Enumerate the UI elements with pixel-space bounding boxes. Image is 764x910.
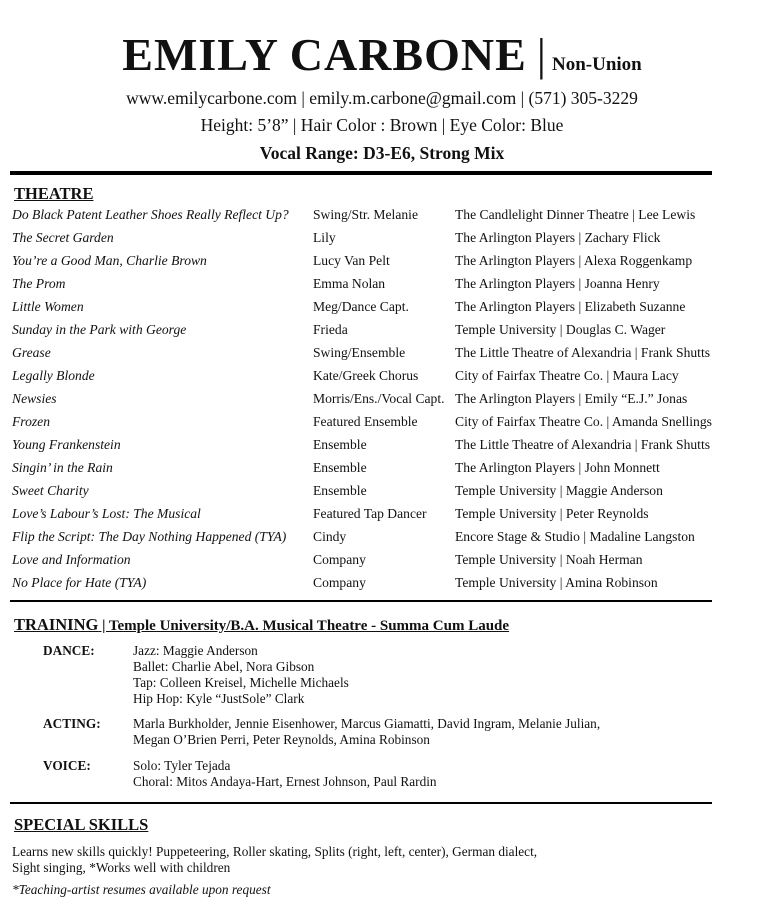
voice-line: Solo: Tyler Tejada [133, 758, 231, 773]
credit-row [12, 460, 732, 483]
credit-show: Young Frankenstein [12, 437, 121, 452]
credit-show: Flip the Script: The Day Nothing Happened (TYA) [12, 529, 287, 544]
dance-label: DANCE: [43, 643, 95, 658]
acting-line: Megan O’Brien Perri, Peter Reynolds, Amina Robinson [133, 732, 430, 747]
performer-name: EMILY CARBONE [122, 29, 527, 80]
credit-show: Love’s Labour’s Lost: The Musical [12, 506, 201, 521]
credit-role: Cindy [313, 529, 347, 544]
teaching-artist-note: *Teaching-artist resumes available upon request [12, 882, 271, 897]
credit-company: Temple University | Peter Reynolds [455, 506, 649, 521]
credit-row [12, 414, 732, 437]
credit-row [12, 483, 732, 506]
credit-role: Meg/Dance Capt. [313, 299, 409, 314]
acting-teachers [133, 716, 600, 748]
credit-company: City of Fairfax Theatre Co. | Maura Lacy [455, 368, 679, 383]
acting-label: ACTING: [43, 716, 101, 731]
training-school: | Temple University/B.A. Musical Theatre - Summa Cum Laude [98, 618, 510, 634]
credit-row [12, 575, 732, 598]
dance-line: Tap: Colleen Kreisel, Michelle Michaels [133, 675, 349, 690]
credit-company: The Arlington Players | Emily “E.J.” Jonas [455, 391, 688, 406]
credit-row [12, 529, 732, 552]
voice-teachers [133, 758, 437, 790]
credit-company: Temple University | Maggie Anderson [455, 483, 663, 498]
credit-row [12, 207, 732, 230]
credit-company: Temple University | Noah Herman [455, 552, 643, 567]
credit-show: Little Women [12, 299, 84, 314]
credit-role: Swing/Ensemble [313, 345, 406, 360]
credit-company: Temple University | Amina Robinson [455, 575, 658, 590]
credit-company: The Little Theatre of Alexandria | Frank Shutts [455, 437, 711, 452]
resume-header [0, 28, 764, 81]
credit-show: Newsies [12, 391, 57, 406]
credit-company: The Arlington Players | Alexa Roggenkamp [455, 253, 693, 268]
training-divider [10, 802, 712, 804]
credit-role: Ensemble [313, 437, 367, 452]
credit-company: Temple University | Douglas C. Wager [455, 322, 666, 337]
credit-company: The Arlington Players | John Monnett [455, 460, 660, 475]
vocal-range: Vocal Range: D3-E6, Strong Mix [259, 143, 505, 163]
theatre-divider [10, 600, 712, 602]
credit-role: Company [313, 552, 366, 567]
credit-role: Featured Ensemble [313, 414, 418, 429]
credit-show: The Prom [12, 276, 66, 291]
credit-row [12, 345, 732, 368]
credit-show: Singin’ in the Rain [12, 460, 113, 475]
credit-show: Sweet Charity [12, 483, 89, 498]
credit-row [12, 391, 732, 414]
credit-row [12, 230, 732, 253]
credit-row [12, 506, 732, 529]
voice-label: VOICE: [43, 758, 91, 773]
credit-row [12, 552, 732, 575]
contact-info: www.emilycarbone.com | emily.m.carbone@gmail.com | (571) 305-3229 [126, 88, 638, 108]
credit-role: Lily [313, 230, 336, 245]
dance-line: Ballet: Charlie Abel, Nora Gibson [133, 659, 315, 674]
credit-company: The Candlelight Dinner Theatre | Lee Lewis [455, 207, 696, 222]
credit-row [12, 276, 732, 299]
credit-show: Love and Information [12, 552, 131, 567]
physical-stats: Height: 5’8” | Hair Color : Brown | Eye Color: Blue [200, 115, 564, 135]
credit-role: Company [313, 575, 366, 590]
credit-row [12, 253, 732, 276]
credit-row [12, 322, 732, 345]
credit-show: The Secret Garden [12, 230, 114, 245]
dance-teachers [133, 643, 349, 707]
credit-show: Frozen [12, 414, 51, 429]
skills-line: Sight singing, *Works well with children [12, 860, 231, 875]
credit-role: Featured Tap Dancer [313, 506, 427, 521]
special-skills-heading: SPECIAL SKILLS [14, 815, 149, 834]
credit-role: Ensemble [313, 460, 367, 475]
credit-show: Do Black Patent Leather Shoes Really Reflect Up? [12, 207, 289, 222]
credit-show: No Place for Hate (TYA) [12, 575, 147, 590]
credit-row [12, 299, 732, 322]
credit-role: Swing/Str. Melanie [313, 207, 418, 222]
header-divider [10, 171, 712, 175]
credit-company: The Arlington Players | Joanna Henry [455, 276, 660, 291]
credit-row [12, 437, 732, 460]
acting-line: Marla Burkholder, Jennie Eisenhower, Marcus Giamatti, David Ingram, Melanie Julian, [133, 716, 601, 731]
training-heading [14, 615, 509, 635]
credit-show: Legally Blonde [12, 368, 95, 383]
credit-role: Emma Nolan [313, 276, 386, 291]
skills-line: Learns new skills quickly! Puppeteering, Roller skating, Splits (right, left, center), German dialect, [12, 844, 538, 859]
union-status: Non-Union [551, 54, 642, 75]
credit-show: You’re a Good Man, Charlie Brown [12, 253, 207, 268]
credit-row [12, 368, 732, 391]
credit-role: Frieda [313, 322, 348, 337]
credit-role: Kate/Greek Chorus [313, 368, 419, 383]
credit-role: Lucy Van Pelt [313, 253, 390, 268]
credit-role: Ensemble [313, 483, 367, 498]
voice-line: Choral: Mitos Andaya-Hart, Ernest Johnson, Paul Rardin [133, 774, 437, 789]
credit-role: Morris/Ens./Vocal Capt. [313, 391, 445, 406]
credit-company: The Arlington Players | Zachary Flick [455, 230, 661, 245]
credit-show: Grease [12, 345, 51, 360]
dance-line: Hip Hop: Kyle “JustSole” Clark [133, 691, 305, 706]
special-skills-text [12, 844, 537, 876]
dance-line: Jazz: Maggie Anderson [133, 643, 258, 658]
name-separator: | [536, 29, 546, 80]
credit-company: Encore Stage & Studio | Madaline Langston [455, 529, 695, 544]
credit-show: Sunday in the Park with George [12, 322, 187, 337]
credit-company: The Little Theatre of Alexandria | Frank Shutts [455, 345, 711, 360]
theatre-heading: THEATRE [14, 184, 94, 203]
theatre-credits-list [12, 207, 732, 598]
credit-company: City of Fairfax Theatre Co. | Amanda Snellings [455, 414, 712, 429]
credit-company: The Arlington Players | Elizabeth Suzanne [455, 299, 686, 314]
training-title: TRAINING [14, 615, 99, 634]
